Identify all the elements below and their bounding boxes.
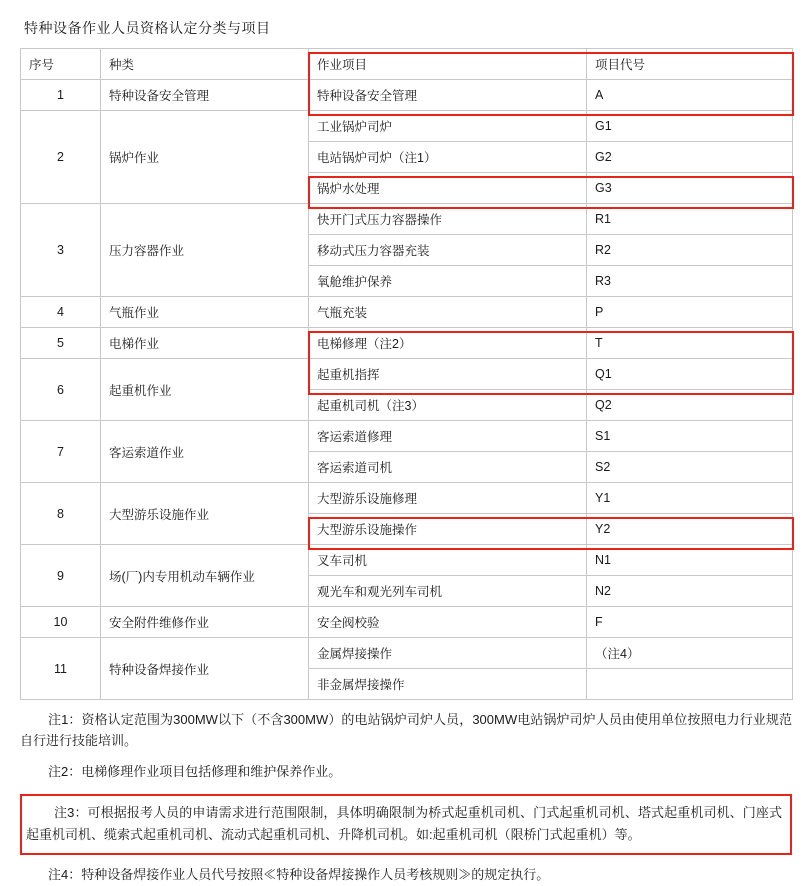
cell-work-item: 客运索道修理 [309,421,587,452]
cell-work-item: 气瓶充装 [309,297,587,328]
cell-work-item: 起重机指挥 [309,359,587,390]
cell-item-code: N1 [587,545,793,576]
column-header-no: 序号 [21,49,101,80]
table-row [21,297,793,328]
cell-item-code: R2 [587,235,793,266]
note-paragraph: 注4：特种设备焊接作业人员代号按照≪特种设备焊接操作人员考核规则≫的规定执行。 [48,867,550,883]
cell-item-code: T [587,328,793,359]
table-row [21,545,793,576]
cell-category: 气瓶作业 [101,297,309,328]
cell-row-number: 6 [21,359,101,421]
cell-category: 特种设备安全管理 [101,80,309,111]
cell-category: 大型游乐设施作业 [101,483,309,545]
cell-item-code: F [587,607,793,638]
column-header-code: 项目代号 [587,49,793,80]
cell-row-number: 8 [21,483,101,545]
cell-work-item: 安全阀校验 [309,607,587,638]
cell-item-code: Y2 [587,514,793,545]
cell-work-item: 大型游乐设施修理 [309,483,587,514]
cell-work-item: 移动式压力容器充装 [309,235,587,266]
note-text: 注3：可根据报考人员的申请需求进行范围限制，具体明确限制为桥式起重机司机、门式起重机司机、塔式起重机司机、门座式起重机司机、缆索式起重机司机、流动式起重机司机、升降机司机。如:起重机司机（限桥门式起重机）等。 [26,805,782,842]
cell-category: 锅炉作业 [101,111,309,204]
table-header-row [21,49,793,80]
cell-item-code: Q2 [587,390,793,421]
cell-category: 安全附件维修作业 [101,607,309,638]
cell-item-code: R1 [587,204,793,235]
table-row [21,80,793,111]
cell-work-item: 锅炉水处理 [309,173,587,204]
table-row [21,359,793,390]
cell-row-number: 2 [21,111,101,204]
cell-item-code: S1 [587,421,793,452]
notes-section [20,709,792,886]
cell-item-code: （注4） [587,638,793,669]
cell-row-number: 10 [21,607,101,638]
cell-category: 特种设备焊接作业 [101,638,309,700]
column-header-item: 作业项目 [309,49,587,80]
table-row [21,421,793,452]
column-header-category: 种类 [101,49,309,80]
cell-row-number: 7 [21,421,101,483]
cell-category: 电梯作业 [101,328,309,359]
table-row [21,638,793,669]
table-body [21,80,793,700]
cell-work-item: 叉车司机 [309,545,587,576]
note-paragraph [20,794,792,855]
cell-work-item: 氧舱维护保养 [309,266,587,297]
cell-item-code: G2 [587,142,793,173]
cell-work-item: 金属焊接操作 [309,638,587,669]
table-row [21,111,793,142]
page-title: 特种设备作业人员资格认定分类与项目 [24,20,271,36]
cell-work-item: 特种设备安全管理 [309,80,587,111]
cell-work-item: 快开门式压力容器操作 [309,204,587,235]
cell-work-item: 客运索道司机 [309,452,587,483]
cell-row-number: 1 [21,80,101,111]
cell-row-number: 9 [21,545,101,607]
cell-item-code: S2 [587,452,793,483]
cell-category: 场(厂)内专用机动车辆作业 [101,545,309,607]
cell-work-item: 工业锅炉司炉 [309,111,587,142]
cell-item-code: Q1 [587,359,793,390]
cell-item-code: R3 [587,266,793,297]
cell-item-code: N2 [587,576,793,607]
cell-item-code: P [587,297,793,328]
cell-category: 客运索道作业 [101,421,309,483]
cell-work-item: 起重机司机（注3） [309,390,587,421]
cell-row-number: 11 [21,638,101,700]
cell-item-code: A [587,80,793,111]
table-row [21,328,793,359]
cell-work-item: 非金属焊接操作 [309,669,587,700]
cell-item-code: G1 [587,111,793,142]
cell-row-number: 5 [21,328,101,359]
cell-work-item: 电梯修理（注2） [309,328,587,359]
table-row [21,607,793,638]
cell-item-code: Y1 [587,483,793,514]
table-row [21,204,793,235]
cell-row-number: 4 [21,297,101,328]
cell-work-item: 大型游乐设施操作 [309,514,587,545]
cell-category: 起重机作业 [101,359,309,421]
cell-work-item: 观光车和观光列车司机 [309,576,587,607]
qualification-table [20,48,793,700]
note-paragraph: 注1：资格认定范围为300MW以下（不含300MW）的电站锅炉司炉人员，300MW电站锅炉司炉人员由使用单位按照电力行业规范自行进行技能培训。 [20,712,792,749]
note-paragraph: 注2：电梯修理作业项目包括修理和维护保养作业。 [48,763,342,779]
cell-category: 压力容器作业 [101,204,309,297]
cell-row-number: 3 [21,204,101,297]
table-row [21,483,793,514]
cell-item-code [587,669,793,700]
cell-work-item: 电站锅炉司炉（注1） [309,142,587,173]
cell-item-code: G3 [587,173,793,204]
